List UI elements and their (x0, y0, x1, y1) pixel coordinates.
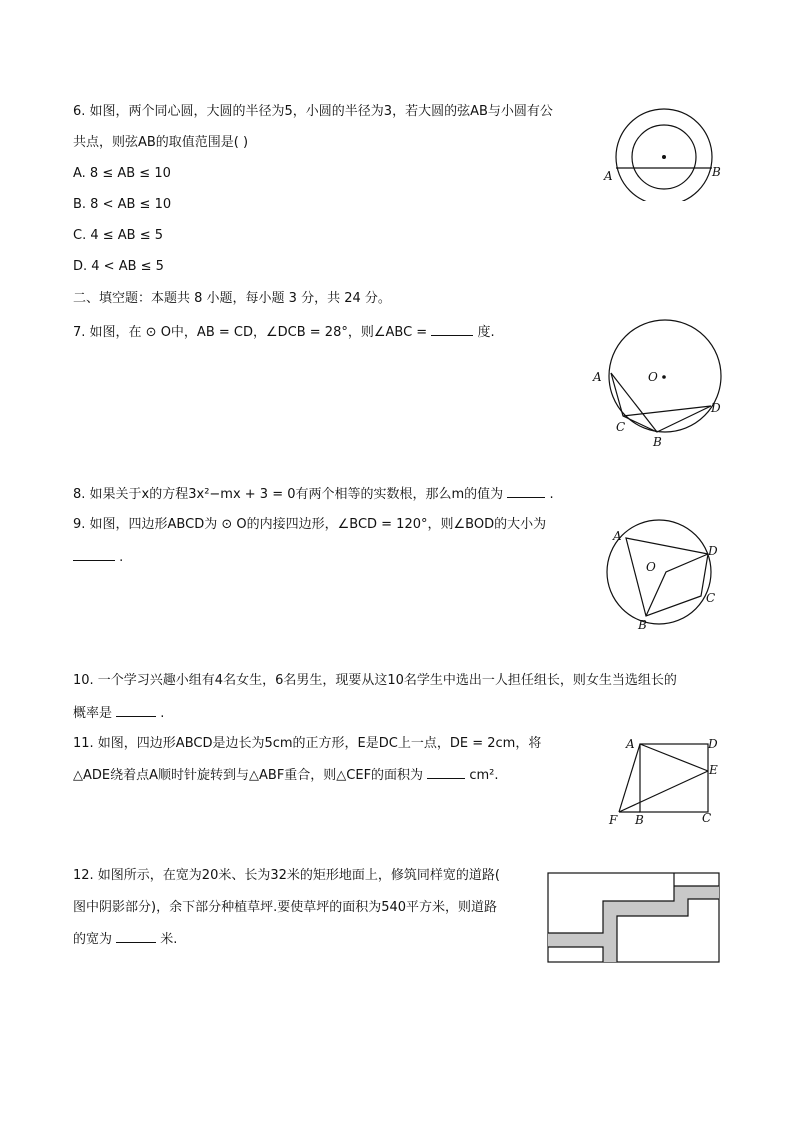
q11-square-rotation-figure (604, 733, 734, 829)
q11-label-b: B (635, 813, 644, 827)
q6-option-d: D. 4 < AB ≤ 5 (73, 259, 164, 274)
q11-label-a: A (626, 737, 635, 751)
q6-option-a: A. 8 ≤ AB ≤ 10 (73, 166, 171, 181)
q10-line1: 10. 一个学习兴趣小组有4名女生，6名男生，现要从这10名学生中选出一人担任组长，则女生当选组长的 (73, 673, 677, 688)
q9-line1: 9. 如图，四边形ABCD为 ⊙ O的内接四边形，∠BCD = 120°，则∠BOD的大小为 (73, 517, 547, 532)
q8-text-end: . (549, 487, 554, 502)
q10-answer-blank[interactable] (116, 704, 156, 717)
section-2-heading: 二、填空题：本题共 8 小题，每小题 3 分，共 24 分。 (73, 291, 391, 306)
q6-option-b: B. 8 < AB ≤ 10 (73, 197, 172, 212)
q6-concentric-circles-figure (598, 96, 728, 201)
q11-label-c: C (702, 811, 712, 825)
q8-answer-blank[interactable] (507, 485, 545, 498)
q9-label-d: D (708, 544, 718, 558)
q9-text-end: . (119, 550, 124, 565)
q9-label-a: A (613, 529, 622, 543)
q9-label-c: C (706, 591, 716, 605)
q11-label-f: F (609, 813, 618, 827)
q7-label-o: O (648, 370, 658, 384)
q7-label-c: C (616, 420, 626, 434)
q7-line1 (73, 323, 495, 342)
q6-line2: 共点，则弦AB的取值范围是( ) (73, 135, 249, 150)
q10-text: 概率是 (73, 706, 113, 721)
q7-answer-blank[interactable] (431, 323, 473, 336)
q12-text-end: 米. (160, 932, 178, 947)
q9-inscribed-quadrilateral-figure (604, 514, 734, 636)
q11-label-d: D (708, 737, 718, 751)
q9-label-o: O (646, 560, 656, 574)
q11-line2 (73, 766, 499, 785)
q7-label-b: B (653, 435, 662, 449)
q11-line1: 11. 如图，四边形ABCD是边长为5cm的正方形，E是DC上一点，DE = 2cm，将 (73, 736, 542, 751)
q11-label-e: E (709, 763, 718, 777)
q11-text: △ADE绕着点A顺时针旋转到与△ABF重合，则△CEF的面积为 (73, 768, 424, 783)
q9-answer-blank[interactable] (73, 548, 115, 561)
q8-text: 8. 如果关于x的方程3x²−mx + 3 = 0有两个相等的实数根，那么m的值为 (73, 487, 504, 502)
q11-answer-blank[interactable] (427, 766, 465, 779)
q6-option-c: C. 4 ≤ AB ≤ 5 (73, 228, 164, 243)
q9-line2 (73, 548, 123, 567)
q12-line2: 图中阴影部分)，余下部分种植草坪.要使草坪的面积为540平方米，则道路 (73, 900, 498, 915)
q8-line1 (73, 485, 554, 504)
q6-label-a: A (604, 169, 613, 183)
q6-label-b: B (712, 165, 721, 179)
q7-label-d: D (711, 401, 721, 415)
q9-label-b: B (638, 618, 647, 632)
q12-line3 (73, 930, 177, 949)
q7-label-a: A (593, 370, 602, 384)
q10-text-end: . (160, 706, 165, 721)
q12-line1: 12. 如图所示，在宽为20米、长为32米的矩形地面上，修筑同样宽的道路( (73, 868, 500, 883)
q6-line1: 6. 如图，两个同心圆，大圆的半径为5，小圆的半径为3，若大圆的弦AB与小圆有公 (73, 104, 553, 119)
q12-road-rectangle-figure (547, 872, 721, 964)
q11-text-end: cm². (469, 768, 499, 783)
q7-text: 7. 如图，在 ⊙ O中，AB = CD，∠DCB = 28°，则∠ABC = (73, 325, 428, 340)
q10-line2 (73, 704, 164, 723)
q7-circle-figure (588, 318, 728, 453)
q12-text: 的宽为 (73, 932, 113, 947)
q12-answer-blank[interactable] (116, 930, 156, 943)
q7-text-end: 度. (477, 325, 495, 340)
